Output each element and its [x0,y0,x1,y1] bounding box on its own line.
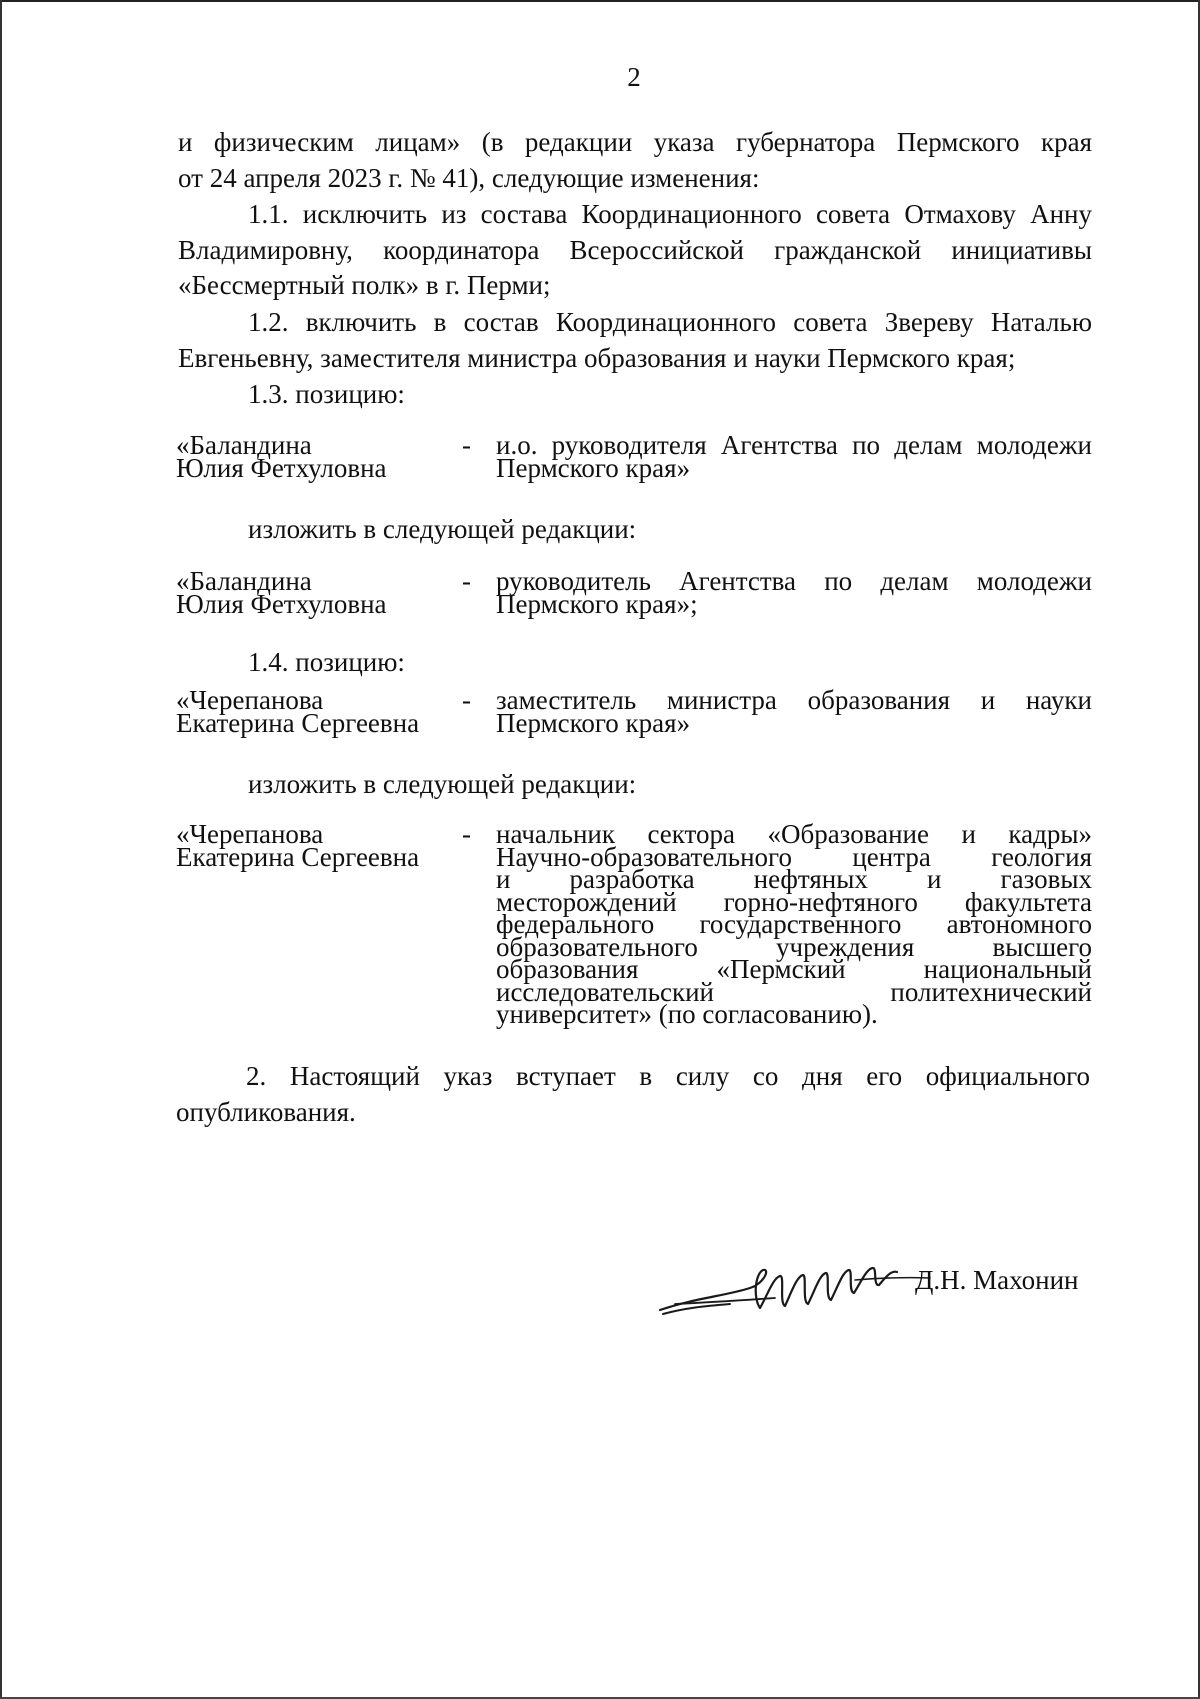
item-1-4-replace-text: изложить в следующей редакции: [248,769,637,799]
entry-desc-line-2: Научно-образовательного центра геология [496,841,1092,872]
signer-name: Д.Н. Махонин [915,1265,1079,1295]
entry-name-line-2: Екатерина Сергеевна [176,841,420,872]
item-2-line-1: 2. Настоящий указ вступает в силу со дня его официального [246,1061,1090,1091]
entry-desc-line-1: руководитель Агентства по делам молодежи [496,566,1092,596]
entry-desc-line-7: образования «Пермский национальный [496,954,1092,984]
entry-description [496,685,1092,738]
entry-desc-line-2: Пермского края» [496,707,691,738]
entry-name-line-2: Юлия Фетхуловна [176,588,387,619]
item-1-2-paragraph [178,305,1092,376]
entry-dash: - [462,819,471,849]
entry-desc-line-1: заместитель министра образования и науки [496,685,1092,715]
entry-dash: - [462,685,471,715]
item-1-1-line-3: «Бессмертный полк» в г. Перми; [178,270,551,300]
item-1-2-line-1: 1.2. включить в состав Координационного совета Звереву Наталью [248,307,1092,337]
entry-name-line-1: «Черепанова [176,819,324,849]
entry-desc-line-2: Пермского края» [496,452,691,483]
entry-dash: - [462,430,471,460]
item-1-1-paragraph [178,197,1092,304]
item-2-line-2: опубликования. [176,1096,356,1127]
entry-desc-line-4: месторождений горно-нефтяного факультета [496,886,1092,917]
entry-desc-line-2: Пермского края»; [496,588,698,619]
entry-description [496,566,1092,619]
entry-dash: - [462,566,471,596]
entry-name [176,819,446,872]
item-1-3-replace-text: изложить в следующей редакции: [248,514,637,544]
intro-line-2: от 24 апреля 2023 г. № 41), следующие изменения: [178,162,760,193]
entry-description [496,430,1092,483]
entry-desc-line-1: начальник сектора «Образование и кадры» [496,819,1092,849]
item-1-3-heading: 1.3. позицию: [248,379,405,409]
entry-desc-line-9: университет» (по согласованию). [496,999,878,1029]
entry-name-line-1: «Черепанова [176,685,324,715]
entry-name-line-1: «Баландина [176,566,312,596]
page-number: 2 [627,62,641,92]
item-1-4-heading: 1.4. позицию: [248,647,405,677]
item-1-1-line-1: 1.1. исключить из состава Координационного совета Отмахову Анну [248,199,1092,229]
item-1-2-line-2: Евгеньевну, заместителя министра образования и науки Пермского края; [178,342,1016,373]
item-1-1-line-2: Владимировну, координатора Всероссийской гражданской инициативы [178,234,1092,265]
page-border-top [0,0,1200,2]
entry-name [176,566,446,619]
handwritten-signature [655,1258,935,1318]
entry-desc-line-5: федерального государственного автономного [496,909,1092,939]
entry-description [496,819,1092,1029]
page-border-left [0,0,2,1699]
entry-desc-line-8: исследовательский политехнический [496,976,1092,1007]
intro-line-1: и физическим лицам» (в редакции указа губернатора Пермского края [178,127,1092,157]
entry-desc-line-6: образовательного учреждения высшего [496,931,1092,962]
entry-name-line-2: Юлия Фетхуловна [176,452,387,483]
entry-name-line-1: «Баландина [176,430,312,460]
item-2-paragraph [176,1059,1090,1130]
entry-desc-line-1: и.о. руководителя Агентства по делам молодежи [496,430,1092,460]
entry-name [176,430,446,483]
intro-paragraph [178,125,1092,196]
entry-name-line-2: Екатерина Сергеевна [176,707,420,738]
entry-name [176,685,446,738]
entry-desc-line-3: и разработка нефтяных и газовых [496,864,1092,894]
